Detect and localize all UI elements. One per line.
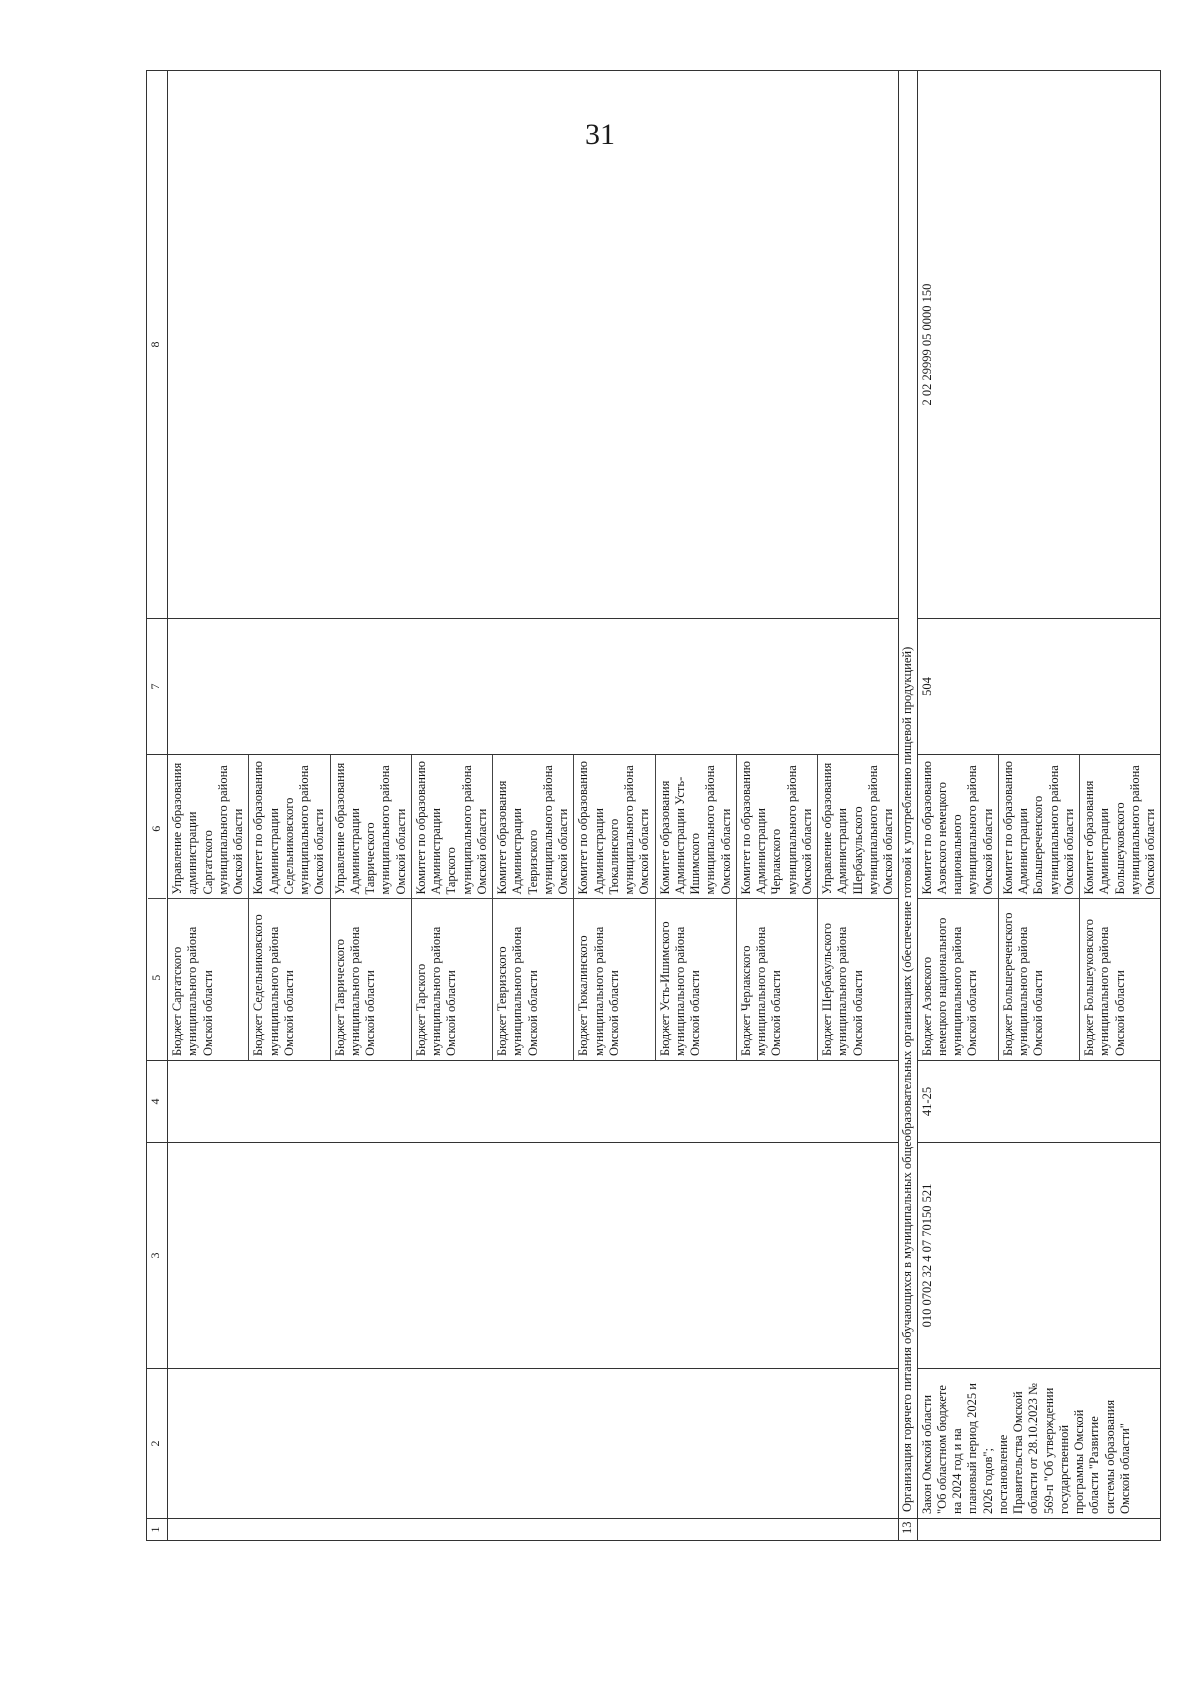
table-row: Бюджет Седельниковского муниципального района Омской области Комитет по образованию Администрации Седельниковского муниципального района Омской области [249, 755, 330, 1060]
table-row: Бюджет Таврического муниципального района Омской области Управление образования Администрации Таврического муниципального района Омской области [330, 755, 411, 1060]
col-header-5-6 [147, 755, 168, 1061]
col-header-2: 2 [147, 1369, 168, 1519]
table-row: Бюджет Усть-Ишимского муниципального района Омской области Комитет образования Администрации Усть-Ишимского муниципального района Омской области [655, 755, 736, 1060]
col-header-6: 6 [149, 825, 163, 832]
col-header-4: 4 [147, 1061, 168, 1143]
section-title: Организация горячего питания обучающихся в муниципальных общеобразовательных организациях (обеспечение готовой к употреблению пищевой продукцией) [899, 71, 917, 1519]
law-text: Закон Омской области "Об областном бюджете на 2024 год и на плановый период 2025 и 2026 годов"; постановление Правительства Омской области от 28.10.2023 № 569-п "Об утверждении государственной программы Омской области "Развитие системы образования Омской области" [917, 1369, 1161, 1519]
table-row: Бюджет Тарского муниципального района Омской области Комитет по образованию Администрации Тарского муниципального района Омской области [411, 755, 492, 1060]
table-row: Бюджет Большереченского муниципального района Омской области Комитет по образованию Администрации Большереченского муниципального района Омской области [998, 755, 1079, 1060]
table-row: Бюджет Саргатского муниципального района Омской области Управление образования администрации Саргатского муниципального района Омской области [168, 755, 249, 1060]
col7-value: 504 [917, 619, 1161, 755]
col-header-5: 5 [148, 899, 166, 1056]
col-header-3: 3 [147, 1143, 168, 1369]
budget-code: 010 0702 32 4 07 70150 521 [917, 1143, 1161, 1369]
table-row: Бюджет Шербакульского муниципального района Омской области Управление образования Администрации Шербакульского муниципального района Омской области [818, 755, 899, 1060]
table-row: Бюджет Большеуковского муниципального района Омской области Комитет образования Администрации Большеуковского муниципального района Омской области [1080, 755, 1161, 1060]
table-row: Бюджет Тюкалинского муниципального района Омской области Комитет по образованию Администрации Тюкалинского муниципального района Омской области [574, 755, 655, 1060]
table-row: Бюджет Черлакского муниципального района Омской области Комитет по образованию Администрации Черлакского муниципального района Омской области [736, 755, 817, 1060]
budget-table [146, 70, 1161, 1541]
table-row: Бюджет Азовского немецкого национального муниципального района Омской области Комитет по образованию Азовского немецкого национального муниципального района Омской области [918, 755, 999, 1060]
header-row [147, 71, 168, 1541]
col-header-8: 8 [147, 71, 168, 619]
page-number: 31 [585, 118, 615, 151]
section-number: 13 [899, 1519, 917, 1541]
continuation-entries [168, 755, 899, 1061]
rotated-table-area [146, 71, 1157, 1541]
section-entries [917, 755, 1161, 1061]
col4-value: 41-25 [917, 1061, 1161, 1143]
continuation-row [168, 71, 899, 1541]
col-header-7: 7 [147, 619, 168, 755]
col-header-1: 1 [147, 1519, 168, 1541]
section-row [917, 71, 1161, 1541]
section-title-row [899, 71, 917, 1541]
table-row: Бюджет Тевризского муниципального района Омской области Комитет образования Администрации Тевризского муниципального района Омской области [493, 755, 574, 1060]
col8-value: 2 02 29999 05 0000 150 [917, 71, 1161, 619]
